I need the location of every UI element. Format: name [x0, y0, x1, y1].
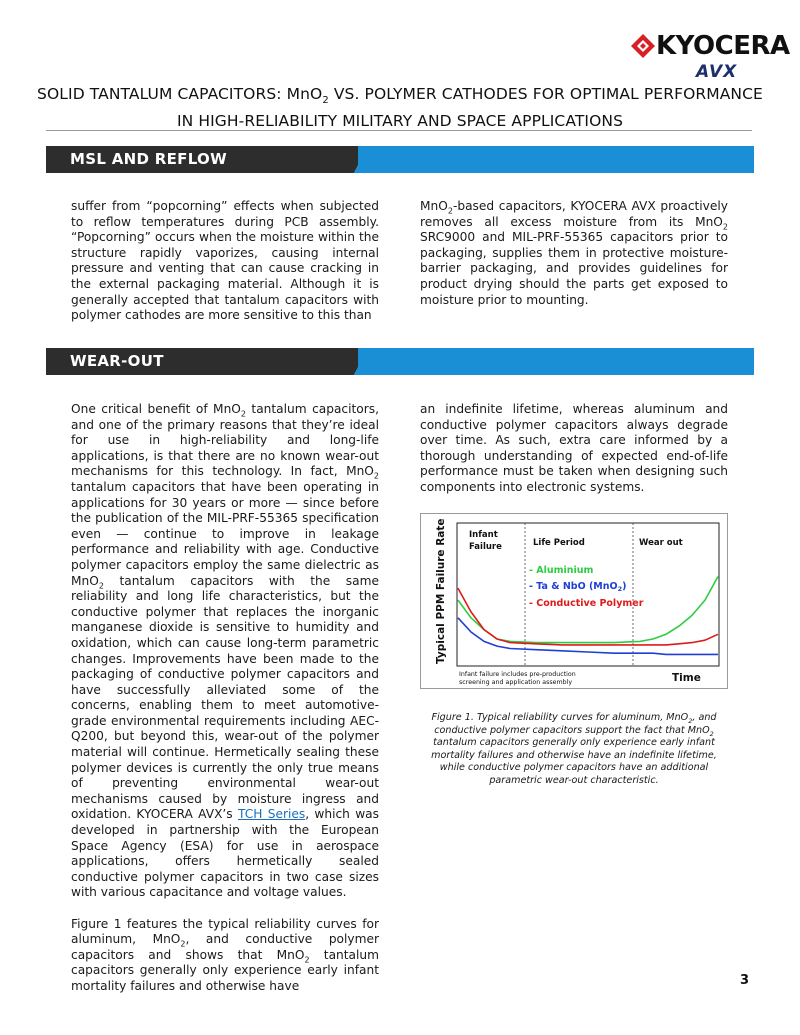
title-divider: [46, 130, 752, 131]
chart-xlabel: Time: [672, 672, 701, 684]
logo-brand-text: KYOCERA: [656, 31, 790, 61]
wear-left-column: [71, 402, 379, 995]
chart-note-line2: screening and application assembly: [459, 679, 573, 686]
region-infant-line2: Failure: [469, 542, 502, 552]
kyocera-mark-icon: [630, 33, 656, 59]
wear-paragraph-1: One critical benefit of MnO$_2$ tantalum capacitors, and one of the primary reasons that they’re ideal for use in high-reliability and long-life applications, is that there are no known wear-out mechanisms for this technology. In fact, MnO$_2$ tantalum capacitors that have been operating in applications for 30 years or more — since before the publication of the MIL-PRF-55365 specification even — continue to improve in leakage performance and reliability with age. Conductive polymer capacitors employ the same dielectric as MnO$_2$ tantalum capacitors with the same reliability and long life characteristics, but the conductive polymer that replaces the inorganic manganese dioxide is sensitive to humidity and oxidation, which can cause long-term parametric changes. Improvements have been made to the packaging of conductive polymer capacitors and have successfully alleviated some of the concerns, enabling them to meet automotive-grade environmental requirements including AEC-Q200, but beyond this, wear-out of the polymer material will continue. Hermetically sealing these polymer devices is currently the only true means of preventing environmental wear-out mechanisms caused by moisture ingress and oxidation. KYOCERA AVX’s TCH Series, which was developed in partnership with the European Space Agency (ESA) for use in aerospace applications, offers hermetically sealed conductive polymer capacitors in two case sizes with various capacitance and voltage values.: [71, 402, 379, 900]
region-wear-out: Wear out: [639, 538, 683, 548]
chart-ylabel: Typical PPM Failure Rate: [435, 518, 447, 664]
section-header-msl: [46, 146, 754, 173]
section-heading-msl: MSL AND REFLOW: [70, 150, 227, 168]
page-number: 3: [740, 973, 750, 988]
msl-left-column: suffer from “popcorning” effects when subjected to reflow temperatures during PCB assembly. “Popcorning” occurs when the moisture within the structure rapidly vaporizes, causing internal pressure and venting that can cause cracking in the external packaging material. Although it is generally accepted that tantalum capacitors with polymer cathodes are more sensitive to this than: [71, 199, 379, 323]
kyocera-avx-logo: [630, 30, 790, 82]
legend-ta-nbo: - Ta & NbO (MnO$_2$): [529, 581, 627, 593]
tch-series-link[interactable]: TCH Series: [237, 807, 306, 822]
reliability-chart: [421, 514, 727, 688]
section-heading-wear-out: WEAR-OUT: [70, 352, 164, 370]
reliability-figure: [420, 513, 728, 689]
region-life-period: Life Period: [533, 538, 585, 548]
document-title: SOLID TANTALUM CAPACITORS: MnO$_2$ VS. POLYMER CATHODES FOR OPTIMAL PERFORMANCE IN HIGH-RELIABILITY MILITARY AND SPACE APPLICATIONS: [37, 85, 763, 131]
wear-right-column: an indefinite lifetime, whereas aluminum and conductive polymer capacitors always degrade over time. As such, extra care informed by a thorough understanding of expected end-of-life performance must be taken when designing such components into electronic systems.: [420, 402, 728, 494]
region-infant-line1: Infant: [469, 530, 498, 540]
legend-aluminium: - Aluminium: [529, 565, 594, 576]
wear-paragraph-2: Figure 1 features the typical reliability curves for aluminum, MnO$_2$, and conductive polymer capacitors and shows that MnO$_2$ tantalum capacitors generally only experience early infant mortality failures and otherwise have: [71, 916, 379, 993]
figure-caption: Figure 1. Typical reliability curves for aluminum, MnO$_2$, and conductive polymer capacitors support the fact that MnO$_2$ tantalum capacitors generally only experience early infant mortality failures and otherwise have an indefinite lifetime, while conductive polymer capacitors have an additional parametric wear-out characteristic.: [431, 712, 717, 786]
section-header-wear-out: [46, 348, 754, 375]
chart-note-line1: Infant failure includes pre-production: [459, 671, 576, 678]
legend-conductive-polymer: - Conductive Polymer: [529, 598, 644, 609]
msl-right-column: MnO$_2$-based capacitors, KYOCERA AVX proactively removes all excess moisture from its MnO$_2$ SRC9000 and MIL-PRF-55365 capacitors prior to packaging, supplies them in protective moisture-barrier packaging, and provides guidelines for product drying should the parts get exposed to moisture prior to mounting.: [420, 199, 728, 307]
logo-sub-text: AVX: [696, 62, 738, 82]
